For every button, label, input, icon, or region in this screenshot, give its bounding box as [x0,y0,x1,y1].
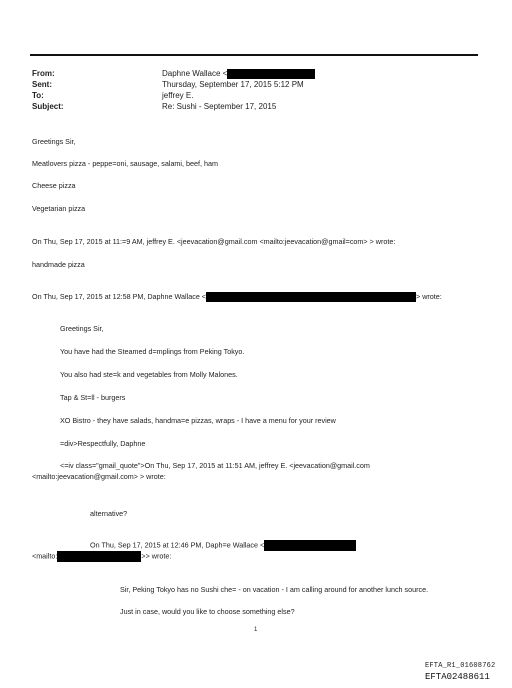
to-label: To: [32,91,44,100]
from-value [162,68,462,79]
q4-mailto-line [32,551,171,562]
q2-line-1: You have had the Steamed d=mplings from Peking Tokyo. [60,347,245,356]
q4-line-2: Just in case, would you like to choose something else? [120,607,295,616]
to-value: jeffrey E. [162,91,194,100]
page-number: 1 [254,627,258,633]
q2-greeting: Greetings Sir, [60,324,104,333]
redaction-box [227,69,315,79]
quote2-intro-end: > wrote: [416,292,442,301]
quote2-intro [32,292,442,302]
q3-text: alternative? [90,509,128,518]
body-line-2: Cheese pizza [32,181,76,190]
quote2-intro-start: On Thu, Sep 17, 2015 at 12:58 PM, Daphne Wallace < [32,292,207,301]
q2-line-2: You also had ste=k and vegetables from Molly Malones. [60,370,238,379]
body-line-3: Vegetarian pizza [32,204,86,213]
quote1-intro: On Thu, Sep 17, 2015 at 11:=9 AM, jeffrey E. <jeevacation@gmail.com <mailto:jeevacation@gmail=com> > wrote: [32,237,396,246]
quote1-text: handmade pizza [32,260,85,269]
q2-line-4: XO Bistro - they have salads, handma=e pizzas, wraps - I have a menu for your review [60,416,336,425]
subject-value: Re: Sushi - September 17, 2015 [162,102,277,111]
q4-intro [90,540,356,551]
q4-wrote: >> wrote: [141,551,172,561]
greeting: Greetings Sir, [32,137,76,146]
q2-line-5: =div>Respectfully, Daphne [60,439,146,448]
footer-ref-1: EFTA_R1_01608762 [425,662,496,670]
q2-line-6: <=iv class="gmail_quote">On Thu, Sep 17, 2015 at 11:51 AM, jeffrey E. <jeevacation@gmail.com [60,461,370,470]
q2-line-3: Tap & St=ll - burgers [60,393,126,402]
from-label: From: [32,69,55,78]
q4-line-1: Sir, Peking Tokyo has no Sushi che= - on vacation - I am calling around for another lunch source. [120,585,429,594]
redaction-box [206,292,416,302]
from-name: Daphne Wallace < [162,69,228,78]
subject-label: Subject: [32,102,64,111]
header-rule [30,54,478,56]
sent-value: Thursday, September 17, 2015 5:12 PM [162,80,304,89]
q4-intro-text: On Thu, Sep 17, 2015 at 12:46 PM, Daph=e Wallace < [90,540,265,550]
body-line-1: Meatlovers pizza - peppe=oni, sausage, salami, beef, ham [32,159,218,168]
sent-label: Sent: [32,80,52,89]
q2-line-7: <mailto:jeevacation@gmail.com> > wrote: [32,472,166,481]
footer-ref-2: EFTA02488611 [425,672,490,682]
redaction-box [57,551,141,562]
q4-mailto: <mailto: [32,551,58,561]
redaction-box [264,540,356,551]
